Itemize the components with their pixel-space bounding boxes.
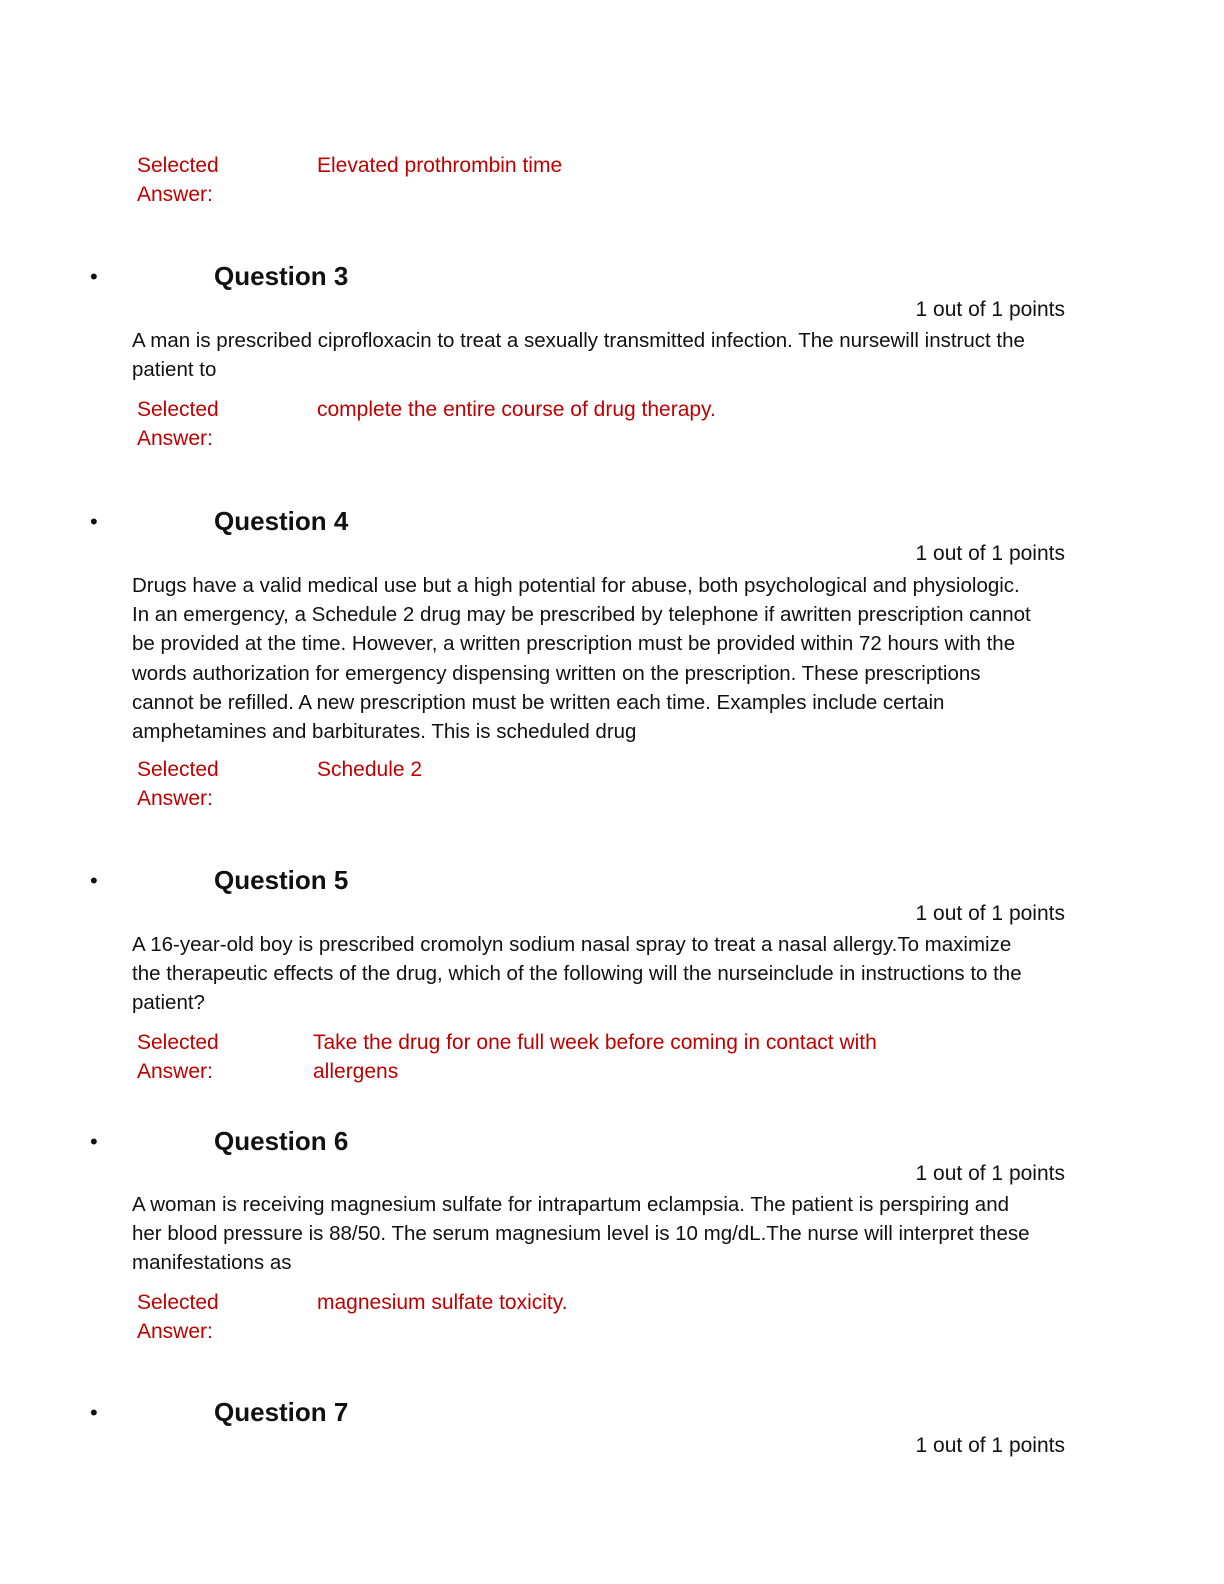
- question-text: A man is prescribed ciprofloxacin to treat a sexually transmitted infection. The nursewill instruct the patient to: [132, 329, 1025, 382]
- points-score: 1 out of 1 points: [915, 1162, 1065, 1185]
- selected-answer-label: Selected Answer:: [137, 1291, 219, 1343]
- bullet-icon: •: [90, 509, 98, 534]
- selected-answer-label: Selected Answer:: [137, 758, 219, 810]
- question-title: Question 3: [214, 261, 349, 291]
- question-title: Question 5: [214, 865, 349, 895]
- bullet-icon: •: [90, 1129, 98, 1154]
- selected-answer-text: complete the entire course of drug therapy.: [317, 398, 716, 421]
- question-text: A 16-year-old boy is prescribed cromolyn sodium nasal spray to treat a nasal allergy.To maximize the therapeutic effects of the drug, which of the following will the nurseinclude in instructions to the patient?: [132, 933, 1022, 1015]
- points-score: 1 out of 1 points: [915, 298, 1065, 321]
- points-score: 1 out of 1 points: [915, 1434, 1065, 1457]
- question-text: Drugs have a valid medical use but a high potential for abuse, both psychological and physiologic. In an emergency, a Schedule 2 drug may be prescribed by telephone if awritten prescription cannot be provided at the time. However, a written prescription must be provided within 72 hours with the words authorization for emergency dispensing written on the prescription. These prescriptions cannot be refilled. A new prescription must be written each time. Examples include certain amphetamines and barbiturates. This is scheduled drug: [132, 574, 1031, 744]
- bullet-icon: •: [90, 264, 98, 289]
- points-score: 1 out of 1 points: [915, 902, 1065, 925]
- question-text: A woman is receiving magnesium sulfate for intrapartum eclampsia. The patient is perspiring and her blood pressure is 88/50. The serum magnesium level is 10 mg/dL.The nurse will interpret these manifestations as: [132, 1193, 1030, 1275]
- selected-answer-text: Elevated prothrombin time: [317, 154, 563, 177]
- bullet-icon: •: [90, 868, 98, 893]
- selected-answer-text: Take the drug for one full week before coming in contact with allergens: [313, 1031, 877, 1083]
- selected-answer-text: magnesium sulfate toxicity.: [317, 1291, 568, 1314]
- selected-answer-label: Selected Answer:: [137, 1031, 219, 1083]
- selected-answer-label: Selected Answer:: [137, 398, 219, 450]
- bullet-icon: •: [90, 1400, 98, 1425]
- question-title: Question 4: [214, 506, 349, 536]
- selected-answer-text: Schedule 2: [317, 758, 423, 781]
- question-title: Question 6: [214, 1126, 349, 1156]
- question-title: Question 7: [214, 1397, 349, 1427]
- points-score: 1 out of 1 points: [915, 542, 1065, 565]
- selected-answer-label: Selected Answer:: [137, 154, 219, 206]
